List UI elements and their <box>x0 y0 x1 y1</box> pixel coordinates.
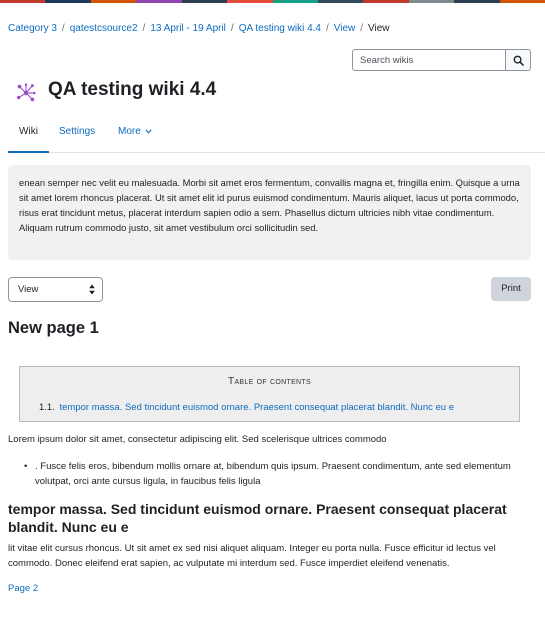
banner-segment <box>363 0 408 3</box>
breadcrumb-current: View <box>368 23 390 34</box>
chevron-down-icon <box>145 129 152 134</box>
page-title: QA testing wiki 4.4 <box>48 79 217 100</box>
search-button[interactable] <box>506 49 531 71</box>
breadcrumb-separator: / <box>325 23 329 34</box>
breadcrumb-separator: / <box>230 23 234 34</box>
view-select-value: View <box>18 284 39 295</box>
list-item: . Fusce felis eros, bibendum mollis ornare at, bibendum quis ipsum. Praesent condimentum, ante sed elementum volutpat, orci ante cursus ligula, in faucibus felis ligula <box>35 461 511 487</box>
wiki-page-title: New page 1 <box>8 319 99 337</box>
content-paragraph: lit vitae elit cursus rhoncus. Ut sit amet ex sed nisi aliquet aliquam. Integer eu porta nulla. Fusce efficitur id lectus vel commodo. Donec eleifend erat sapien, ac vulputate mi interdum sed. Fusce imperdiet eleifend venenatis. <box>8 543 496 569</box>
banner-segment <box>182 0 227 3</box>
content-heading: tempor massa. Sed tincidunt euismod ornare. Praesent consequat placerat blandit. Nunc eu e <box>8 501 507 535</box>
print-button[interactable]: Print <box>491 277 531 301</box>
breadcrumb-view[interactable]: View <box>333 23 356 34</box>
breadcrumb-separator: / <box>142 23 146 34</box>
content-list <box>24 459 514 489</box>
toc-item <box>39 402 454 413</box>
select-arrows-icon <box>89 284 95 295</box>
banner-segment <box>0 0 45 3</box>
toc-item-number: 1.1. <box>39 402 55 413</box>
breadcrumb-wiki[interactable]: QA testing wiki 4.4 <box>238 23 321 34</box>
tab-settings[interactable]: Settings <box>59 126 96 137</box>
breadcrumb <box>8 23 390 34</box>
tab-wiki[interactable]: Wiki <box>8 118 49 153</box>
banner-segment <box>454 0 499 3</box>
breadcrumb-section[interactable]: 13 April - 19 April <box>150 23 226 34</box>
banner-segment <box>91 0 136 3</box>
toc-title: Table of contents <box>228 376 311 387</box>
tab-more[interactable] <box>118 118 152 153</box>
page-header <box>15 76 216 104</box>
toc-item-link[interactable]: tempor massa. Sed tincidunt euismod ornare. Praesent consequat placerat blandit. Nunc eu e <box>59 402 454 413</box>
bullet-dot: • <box>24 461 28 472</box>
banner-segment <box>45 0 90 3</box>
banner-segment <box>409 0 454 3</box>
breadcrumb-separator: / <box>61 23 65 34</box>
banner-segment <box>227 0 272 3</box>
banner-segment <box>273 0 318 3</box>
search-icon <box>513 55 524 66</box>
breadcrumb-course[interactable]: qatestcsource2 <box>69 23 138 34</box>
content-paragraph: Lorem ipsum dolor sit amet, consectetur adipiscing elit. Sed scelerisque ultrices commodo <box>8 434 387 445</box>
page2-link[interactable]: Page 2 <box>8 583 39 594</box>
search-form <box>352 49 531 71</box>
search-input[interactable] <box>352 49 506 71</box>
breadcrumb-category[interactable]: Category 3 <box>8 23 57 34</box>
banner-segment <box>500 0 545 3</box>
secondary-navigation <box>8 118 545 153</box>
table-of-contents <box>19 366 520 422</box>
wiki-activity-icon <box>15 82 37 104</box>
banner-segment <box>318 0 363 3</box>
course-banner-strip <box>0 0 545 3</box>
wiki-intro: enean semper nec velit eu malesuada. Morbi sit amet eros fermentum, convallis magna et, fringilla enim. Quisque a urna sit amet lorem rhoncus placerat. Ut sit amet elit id purus euismod condimentum. Mauris aliquet, lacus ut porta commodo, risus erat tincidunt metus, placerat interdum sapien odio a sem. Phasellus dictum ultricies nibh vitae condimentum. Aliquam rutrum commodo justo, sit amet vestibulum orci sollicitudin sed. <box>8 165 531 260</box>
tab-more-label: More <box>118 126 141 137</box>
banner-segment <box>136 0 181 3</box>
view-select[interactable] <box>8 277 103 302</box>
breadcrumb-separator: / <box>360 23 364 34</box>
